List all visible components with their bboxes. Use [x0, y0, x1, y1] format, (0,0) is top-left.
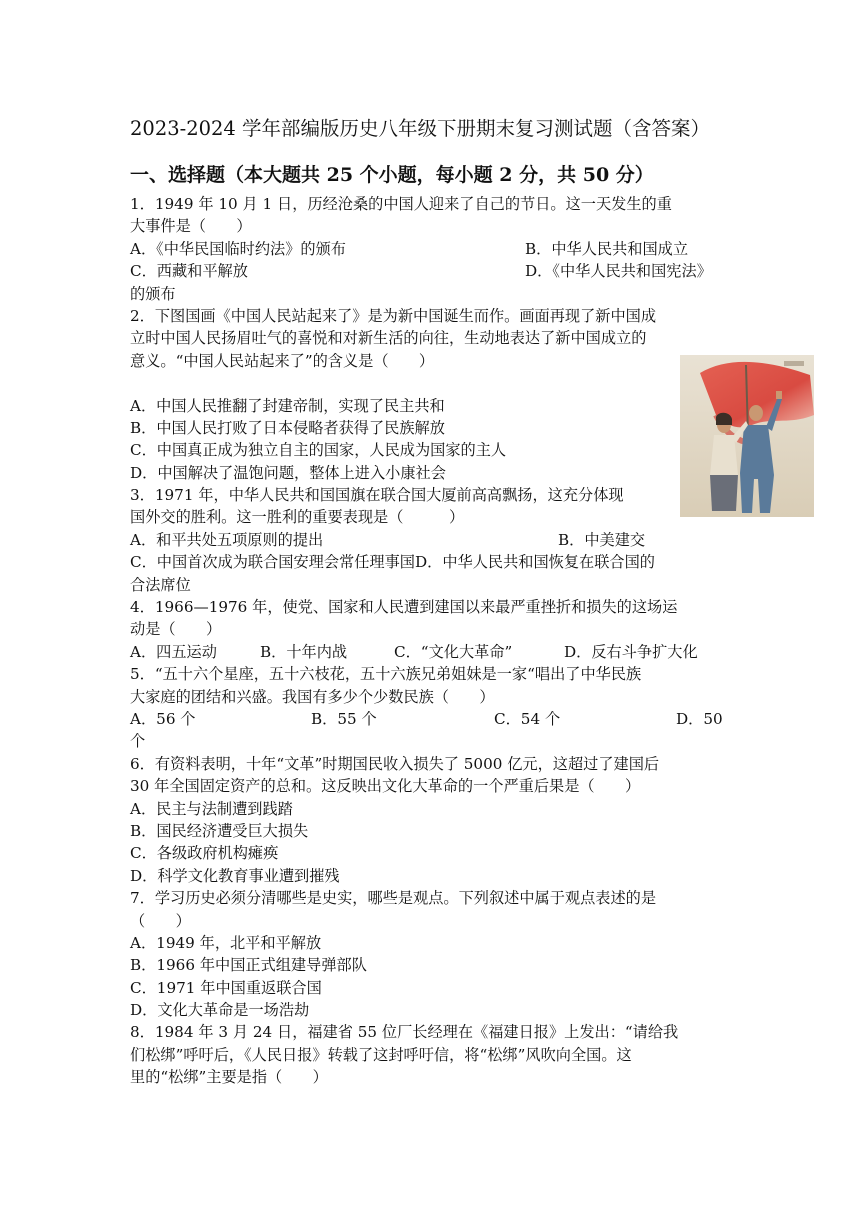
q1-stem-line: 1．1949 年 10 月 1 日，历经沧桑的中国人迎来了自己的节日。这一天发生的重 [130, 195, 672, 213]
painting-image [680, 355, 814, 517]
q3-options-row [130, 551, 730, 573]
section-heading: 一、选择题（本大题共 25 个小题，每小题 2 分，共 50 分） [130, 164, 654, 186]
q2-stem-line: 立时中国人民扬眉吐气的喜悦和对新生活的向往，生动地表达了新中国成立的 [130, 329, 647, 348]
q8-stem-line: 里的“松绑”主要是指（ ） [130, 1068, 328, 1087]
q1-stem-line: 大事件是（ ） [130, 217, 252, 236]
painting-illustration [680, 355, 814, 517]
q7-stem-line: 7．学习历史必须分清哪些是史实，哪些是观点。下列叙述中属于观点表述的是 [130, 889, 657, 908]
q5-options-row [130, 708, 730, 730]
q4-option-d: D．反右斗争扩大化 [564, 642, 698, 661]
q5-option-a: A．56 个 [130, 709, 196, 728]
q5-option-d-cont: 个 [130, 732, 146, 751]
q1-option-d-cont: 的颁布 [130, 284, 176, 303]
q2-stem-line: 意义。“中国人民站起来了”的含义是（ ） [130, 351, 435, 370]
q6-option-a: A．民主与法制遭到践踏 [130, 799, 293, 818]
q2-option-a: A．中国人民推翻了封建帝制，实现了民主共和 [130, 396, 445, 415]
q5-stem-line: 5．“五十六个星座，五十六枝花，五十六族兄弟姐妹是一家“唱出了中华民族 [130, 665, 642, 684]
q5-option-b: B．55 个 [311, 709, 377, 728]
q4-option-b: B．十年内战 [260, 642, 348, 661]
blank-line [130, 372, 730, 394]
q3-option-c: C．中国首次成为联合国安理会常任理事国 [130, 553, 415, 572]
q4-option-c: C．“文化大革命” [394, 642, 513, 661]
q8-stem-line: 们松绑”呼吁后，《人民日报》转载了这封呼吁信，将“松绑”风吹向全国。这 [130, 1045, 632, 1064]
q3-option-d-cont: 合法席位 [130, 575, 191, 594]
q6-option-c: C．各级政府机构瘫痪 [130, 844, 279, 863]
q2-stem-line: 2．下图国画《中国人民站起来了》是为新中国诞生而作。画面再现了新中国成 [130, 306, 657, 325]
q4-stem-line: 4．1966—1976 年，使党、国家和人民遭到建国以来最严重挫折和损失的这场运 [130, 598, 678, 617]
q4-option-a: A．四五运动 [130, 642, 217, 661]
q5-option-d: D．50 [676, 709, 723, 728]
q2-option-c: C．中国真正成为独立自主的国家，人民成为国家的主人 [130, 441, 507, 460]
q3-stem-line: 3．1971 年，中华人民共和国国旗在联合国大厦前高高飘扬，这充分体现 [130, 486, 624, 505]
q2-option-d: D．中国解决了温饱问题，整体上进入小康社会 [130, 463, 446, 482]
page-title: 2023-2024 学年部编版历史八年级下册期末复习测试题（含答案） [130, 117, 711, 140]
q7-stem-line: （ ） [130, 911, 191, 930]
question-list [130, 193, 730, 1089]
q6-option-d: D．科学文化教育事业遭到摧残 [130, 866, 340, 885]
q3-option-a: A．和平共处五项原则的提出 [130, 530, 324, 549]
q8-stem-line: 8．1984 年 3 月 24 日，福建省 55 位厂长经理在《福建日报》上发出：“请给我 [130, 1023, 679, 1042]
q3-option-d: D．中华人民共和国恢复在联合国的 [415, 553, 655, 572]
q4-options-row [130, 641, 730, 663]
q3-option-b: B．中美建交 [558, 530, 646, 549]
q1-option-d: D．《中华人民共和国宪法》 [525, 262, 712, 281]
q6-stem-line: 30 年全国固定资产的总和。这反映出文化大革命的一个严重后果是（ ） [130, 777, 641, 796]
q7-option-a: A．1949 年，北平和平解放 [130, 933, 322, 952]
q6-option-b: B．国民经济遭受巨大损失 [130, 821, 309, 840]
q7-option-c: C．1971 年中国重返联合国 [130, 978, 322, 997]
q3-options-row [130, 529, 730, 551]
q1-options-row [130, 238, 730, 260]
q3-stem-line: 国外交的胜利。这一胜利的重要表现是（ ） [130, 508, 465, 527]
q5-option-c: C．54 个 [494, 709, 561, 728]
q7-option-b: B．1966 年中国正式组建导弹部队 [130, 956, 367, 975]
q2-option-b: B．中国人民打败了日本侵略者获得了民族解放 [130, 418, 445, 437]
q1-options-row [130, 260, 730, 282]
q7-option-d: D．文化大革命是一场浩劫 [130, 1001, 310, 1020]
q1-option-c: C．西藏和平解放 [130, 262, 248, 281]
q1-option-a: A．《中华民国临时约法》的颁布 [130, 239, 346, 258]
q6-stem-line: 6．有资料表明，十年“文革”时期国民收入损失了 5000 亿元，这超过了建国后 [130, 754, 660, 773]
q1-option-b: B．中华人民共和国成立 [525, 239, 689, 258]
q5-stem-line: 大家庭的团结和兴盛。我国有多少个少数民族（ ） [130, 687, 495, 706]
q4-stem-line: 动是（ ） [130, 620, 222, 639]
